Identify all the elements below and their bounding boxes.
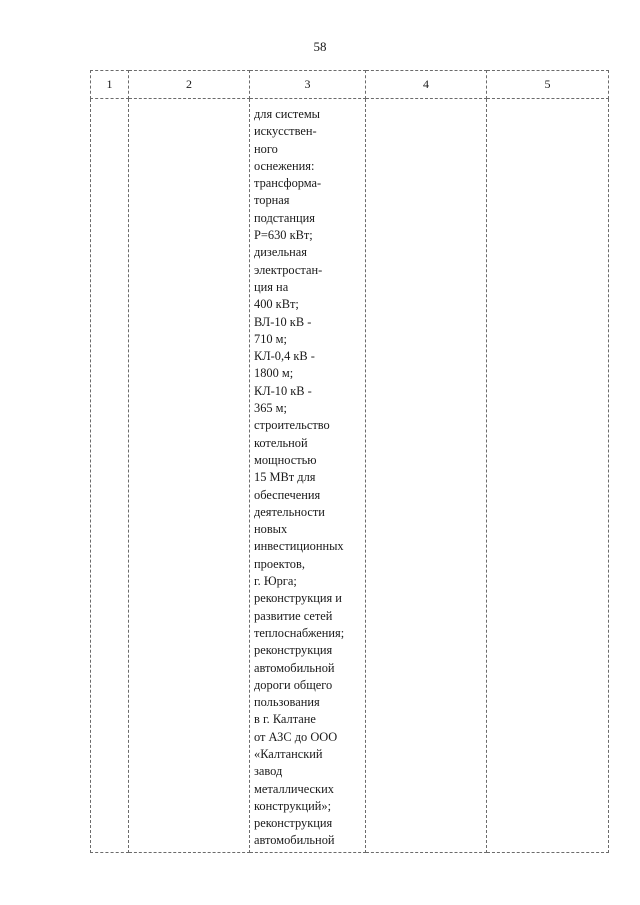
cell-text-line: реконструкция: [254, 643, 333, 658]
cell-text-line: 365 м;: [254, 401, 287, 416]
document-table: [90, 70, 609, 853]
header-cell-5: 5: [487, 71, 609, 99]
cell-text-line: котельной: [254, 435, 308, 450]
header-cell-1: 1: [91, 71, 129, 99]
cell-text-line: электростан-: [254, 262, 323, 277]
cell-text-line: 1800 м;: [254, 366, 294, 381]
cell-text-line: инвестиционных: [254, 539, 344, 554]
cell-text-line: 15 МВт для: [254, 470, 316, 485]
cell-text-line: реконструкция: [254, 816, 333, 831]
cell-text-line: автомобильной: [254, 833, 335, 848]
cell-text-line: трансформа-: [254, 176, 322, 191]
cell-text-line: дизельная: [254, 245, 307, 260]
header-cell-2: 2: [129, 71, 250, 99]
cell-col-2: [129, 99, 250, 853]
cell-text-line: 710 м;: [254, 331, 287, 346]
cell-text-line: искусствен-: [254, 124, 317, 139]
cell-text-line: реконструкция и: [254, 591, 342, 606]
cell-text-line: для системы: [254, 107, 320, 121]
cell-col-3: [250, 99, 366, 853]
cell-col-5: [487, 99, 609, 853]
header-cell-3: 3: [250, 71, 366, 99]
cell-text-line: торная: [254, 193, 290, 208]
cell-col-1: [91, 99, 129, 853]
cell-text-line: автомобильной: [254, 660, 335, 675]
cell-text-line: «Калтанский: [254, 746, 323, 761]
cell-text-line: дороги общего: [254, 677, 333, 692]
table-frame: [90, 70, 608, 853]
cell-text-line: от АЗС до ООО: [254, 729, 338, 744]
table-row: [91, 99, 609, 853]
cell-text-line: в г. Калтане: [254, 712, 316, 727]
cell-col-3-text: [250, 99, 365, 850]
cell-text-line: ция на: [254, 279, 289, 294]
header-row: [91, 71, 609, 99]
cell-text-line: проектов,: [254, 556, 305, 571]
cell-text-line: развитие сетей: [254, 608, 333, 623]
cell-col-4: [366, 99, 487, 853]
cell-text-line: КЛ-0,4 кВ -: [254, 349, 315, 364]
cell-text-line: деятельности: [254, 504, 325, 519]
cell-text-line: мощностью: [254, 452, 317, 467]
cell-text-line: строительство: [254, 418, 330, 433]
cell-text-line: новых: [254, 522, 288, 537]
cell-text-line: г. Юрга;: [254, 574, 297, 589]
cell-text-line: оснежения:: [254, 158, 315, 173]
cell-text-line: КЛ-10 кВ -: [254, 383, 312, 398]
cell-text-line: обеспечения: [254, 487, 321, 502]
cell-text-line: ного: [254, 141, 278, 156]
cell-text-line: подстанция: [254, 210, 315, 225]
header-cell-4: 4: [366, 71, 487, 99]
cell-text-line: конструкций»;: [254, 798, 332, 813]
cell-text-line: ВЛ-10 кВ -: [254, 314, 312, 329]
cell-text-line: 400 кВт;: [254, 297, 299, 312]
cell-text-line: Р=630 кВт;: [254, 228, 313, 243]
cell-text-line: пользования: [254, 695, 320, 710]
page-number: 58: [313, 39, 327, 54]
cell-text-line: завод: [254, 764, 283, 779]
cell-text-line: теплоснабжения;: [254, 625, 345, 640]
cell-text-line: металлических: [254, 781, 334, 796]
